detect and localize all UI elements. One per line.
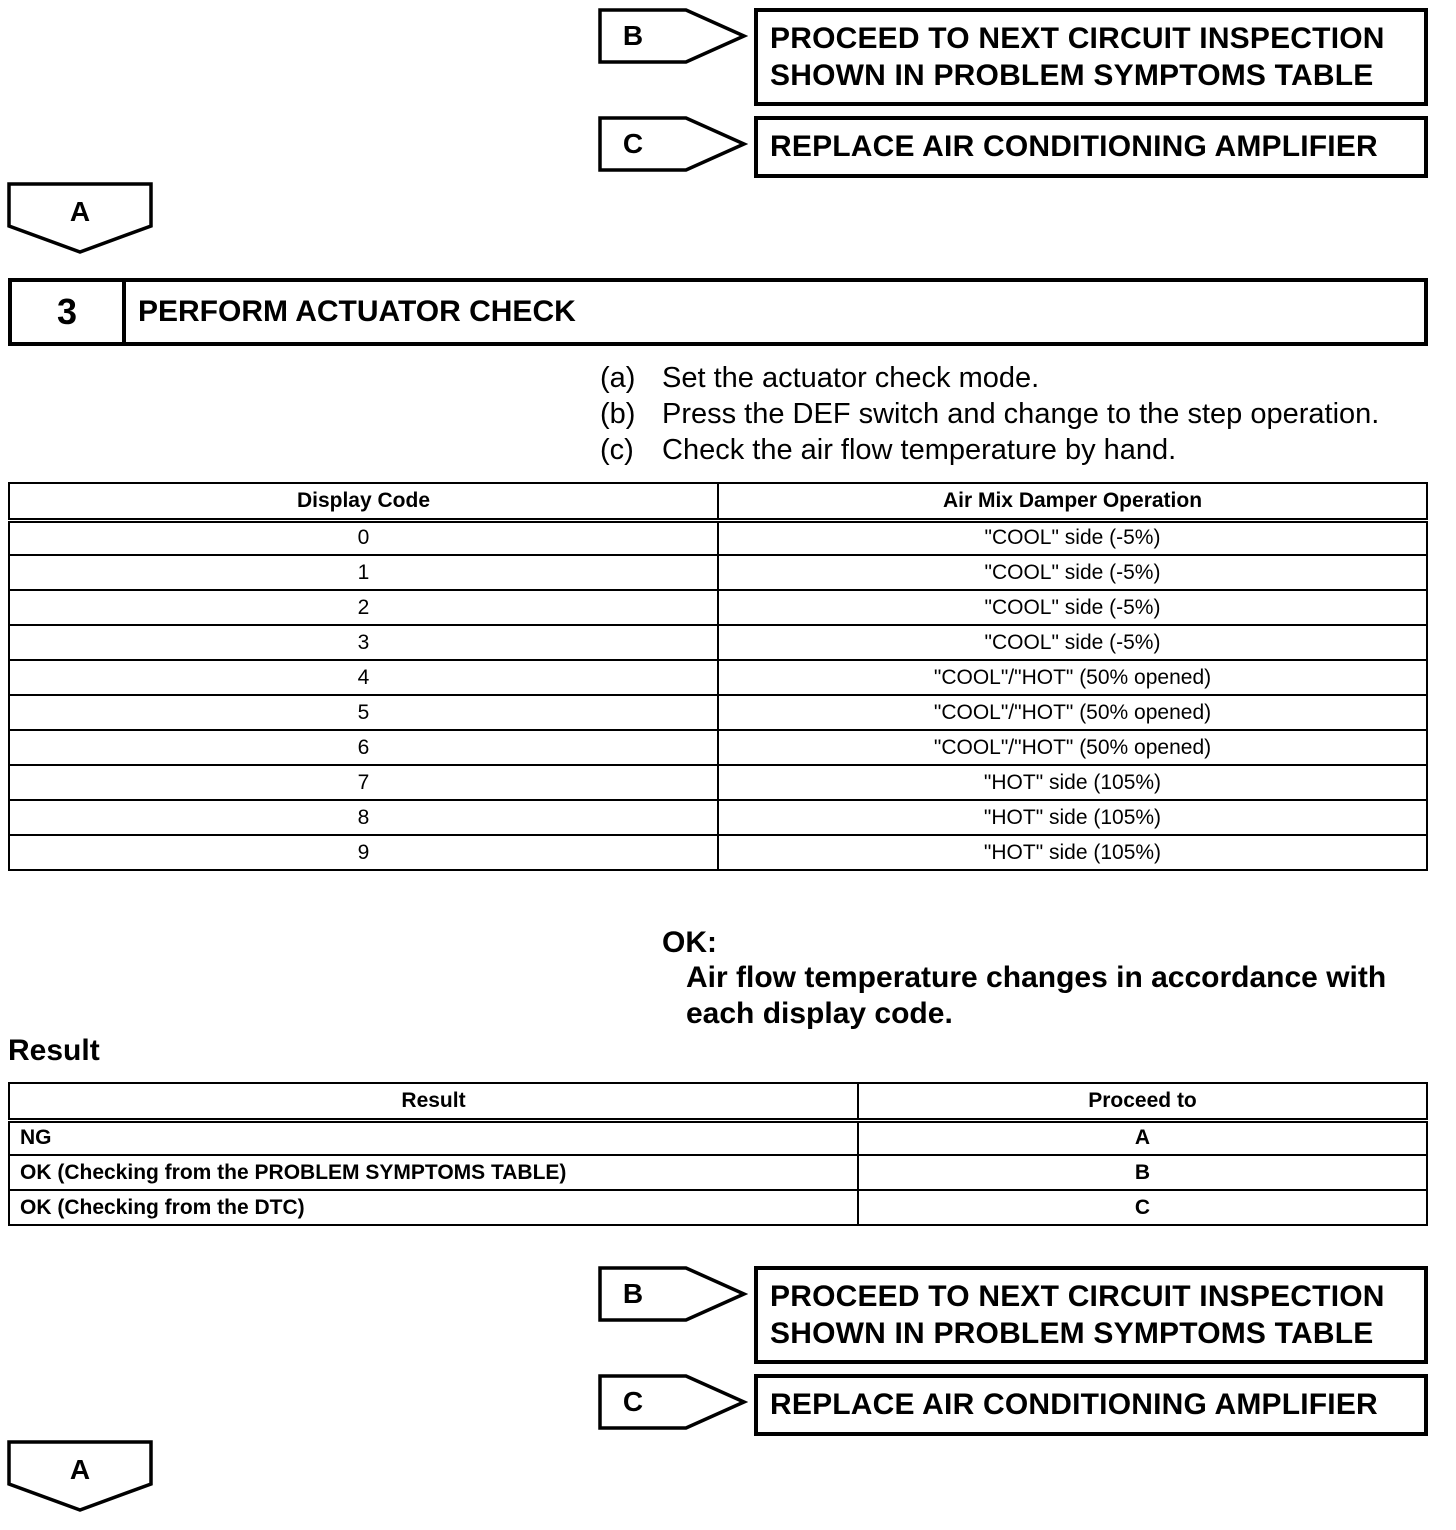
- instruction-a: [600, 360, 1039, 396]
- damper-operation-cell: "COOL" side (-5%): [718, 555, 1427, 590]
- table-header-row: [9, 483, 1427, 520]
- branch-b-label: B: [622, 20, 644, 51]
- branch-b-arrow: [598, 1266, 748, 1322]
- damper-operation-cell: "HOT" side (105%): [718, 800, 1427, 835]
- display-code-cell: 7: [9, 765, 718, 800]
- instruction-c: [600, 432, 1176, 468]
- display-code-cell: 1: [9, 555, 718, 590]
- column-header: Proceed to: [858, 1083, 1427, 1120]
- instruction-label: (c): [600, 434, 634, 466]
- display-code-cell: 4: [9, 660, 718, 695]
- branch-a-label: A: [69, 1454, 91, 1485]
- instruction-text: Set the actuator check mode.: [662, 362, 1040, 394]
- table-row: [9, 695, 1427, 730]
- display-code-cell: 8: [9, 800, 718, 835]
- branch-b-action-box: [754, 8, 1428, 106]
- branch-c-arrow: [598, 116, 748, 172]
- column-header: Display Code: [9, 483, 718, 520]
- branch-b-action-line1: PROCEED TO NEXT CIRCUIT INSPECTION: [770, 1280, 1385, 1313]
- display-code-cell: 3: [9, 625, 718, 660]
- ok-label: OK:: [662, 926, 717, 959]
- table-row: [9, 1190, 1427, 1225]
- table-row: [9, 520, 1427, 555]
- table-row: [9, 835, 1427, 870]
- branch-b-action-line2: SHOWN IN PROBLEM SYMPTOMS TABLE: [770, 1317, 1374, 1350]
- branch-b-action-line2: SHOWN IN PROBLEM SYMPTOMS TABLE: [770, 59, 1374, 92]
- table-row: [9, 730, 1427, 765]
- damper-operation-cell: "COOL"/"HOT" (50% opened): [718, 730, 1427, 765]
- damper-operation-cell: "COOL" side (-5%): [718, 520, 1427, 555]
- branch-c-action-box: [754, 116, 1428, 178]
- damper-operation-cell: "COOL" side (-5%): [718, 625, 1427, 660]
- display-code-cell: 5: [9, 695, 718, 730]
- result-table: [8, 1082, 1428, 1226]
- branch-c-label: C: [622, 1386, 644, 1417]
- instruction-text: Press the DEF switch and change to the step operation.: [662, 398, 1380, 430]
- instruction-label: (b): [600, 398, 636, 430]
- step-header: [8, 278, 1428, 346]
- display-code-cell: 6: [9, 730, 718, 765]
- branch-a-down-arrow: [6, 1440, 154, 1512]
- table-row: [9, 590, 1427, 625]
- table-row: [9, 765, 1427, 800]
- damper-operation-cell: "HOT" side (105%): [718, 835, 1427, 870]
- branch-c-label: C: [622, 128, 644, 159]
- branch-b-arrow: [598, 8, 748, 64]
- step-number: 3: [12, 282, 126, 342]
- table-row: [9, 555, 1427, 590]
- damper-operation-cell: "COOL"/"HOT" (50% opened): [718, 695, 1427, 730]
- table-row: [9, 625, 1427, 660]
- result-cell: NG: [9, 1120, 858, 1155]
- display-code-table: [8, 482, 1428, 871]
- table-row: [9, 1120, 1427, 1155]
- column-header: Air Mix Damper Operation: [718, 483, 1427, 520]
- branch-b-action-box: [754, 1266, 1428, 1364]
- table-row: [9, 660, 1427, 695]
- table-row: [9, 1155, 1427, 1190]
- proceed-to-cell: C: [858, 1190, 1427, 1225]
- branch-c-action-text: REPLACE AIR CONDITIONING AMPLIFIER: [770, 130, 1378, 163]
- branch-c-action-text: REPLACE AIR CONDITIONING AMPLIFIER: [770, 1388, 1378, 1421]
- column-header: Result: [9, 1083, 858, 1120]
- display-code-cell: 0: [9, 520, 718, 555]
- result-heading: Result: [8, 1034, 100, 1067]
- display-code-cell: 2: [9, 590, 718, 625]
- step-title: PERFORM ACTUATOR CHECK: [138, 295, 576, 328]
- branch-c-action-box: [754, 1374, 1428, 1436]
- branch-c-arrow: [598, 1374, 748, 1430]
- table-header-row: [9, 1083, 1427, 1120]
- result-cell: OK (Checking from the PROBLEM SYMPTOMS TABLE): [9, 1155, 858, 1190]
- damper-operation-cell: "COOL" side (-5%): [718, 590, 1427, 625]
- branch-b-label: B: [622, 1278, 644, 1309]
- branch-a-label: A: [69, 196, 91, 227]
- branch-a-down-arrow: [6, 182, 154, 254]
- damper-operation-cell: "HOT" side (105%): [718, 765, 1427, 800]
- result-cell: OK (Checking from the DTC): [9, 1190, 858, 1225]
- proceed-to-cell: B: [858, 1155, 1427, 1190]
- instruction-text: Check the air flow temperature by hand.: [662, 434, 1177, 466]
- damper-operation-cell: "COOL"/"HOT" (50% opened): [718, 660, 1427, 695]
- proceed-to-cell: A: [858, 1120, 1427, 1155]
- display-code-cell: 9: [9, 835, 718, 870]
- instruction-b: [600, 396, 1379, 432]
- ok-spec-text: Air flow temperature changes in accordance with each display code.: [686, 961, 1387, 1030]
- table-row: [9, 800, 1427, 835]
- instruction-label: (a): [600, 362, 636, 394]
- branch-b-action-line1: PROCEED TO NEXT CIRCUIT INSPECTION: [770, 22, 1385, 55]
